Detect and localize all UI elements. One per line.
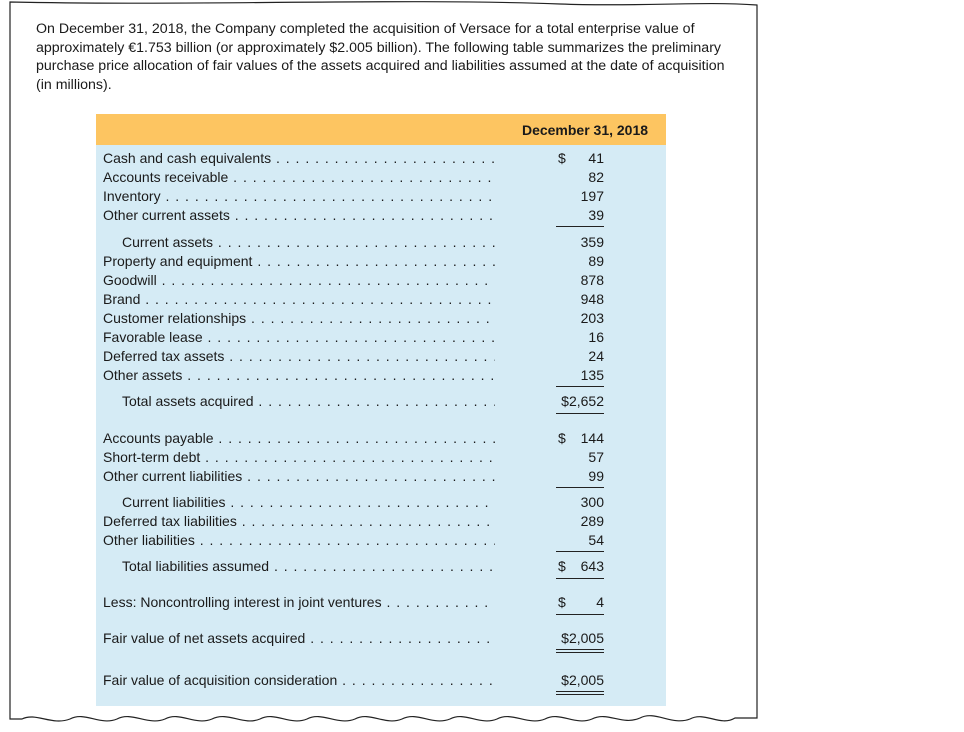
table-row: [96, 430, 666, 449]
subtotal-rule: [556, 487, 604, 488]
intro-paragraph: On December 31, 2018, the Company completed the acquisition of Versace for a total enterprise value of approximately €1.753 billion (or approximately $2.005 billion). The following table summarizes the preliminary purchase price allocation of fair values of the assets acquired and liabilities assumed at the date of acquisition (in millions).: [36, 21, 725, 93]
allocation-table: [96, 114, 666, 706]
subtotal-rule: [556, 226, 604, 227]
table-row: [96, 188, 666, 207]
row-value: 289: [580, 513, 604, 529]
row-label: Accounts receivable . . .: [103, 169, 495, 188]
row-value: 89: [588, 253, 604, 269]
table-row: [96, 272, 666, 291]
table-row: [96, 558, 666, 577]
table-row: [96, 253, 666, 272]
row-value: 878: [580, 272, 604, 288]
table-row: [96, 234, 666, 253]
row-label: Customer relationships . . .: [103, 310, 495, 329]
row-value: 57: [588, 449, 604, 465]
row-value: $2,005: [561, 630, 604, 646]
row-value: 39: [588, 207, 604, 223]
table-row: [96, 630, 666, 649]
table-row: [96, 169, 666, 188]
table-row: [96, 207, 666, 226]
table-row: [96, 468, 666, 487]
row-label: Other current liabilities . . .: [103, 468, 495, 487]
column-header: December 31, 2018: [521, 122, 649, 138]
row-label: Brand . . .: [103, 291, 495, 310]
row-value: 82: [588, 169, 604, 185]
table-row: [96, 513, 666, 532]
row-label: Deferred tax liabilities . . .: [103, 513, 495, 532]
row-value: $2,652: [561, 393, 604, 409]
row-value: 16: [588, 329, 604, 345]
table-row: [96, 367, 666, 386]
row-label: Fair value of net assets acquired . . .: [103, 630, 495, 649]
table-row: [96, 594, 666, 613]
row-value: 948: [580, 291, 604, 307]
row-label: Less: Noncontrolling interest in joint ventures . . .: [103, 594, 495, 613]
total-rule: [556, 413, 604, 414]
row-label: Deferred tax assets . . .: [103, 348, 495, 367]
table-row: [96, 393, 666, 412]
subtotal-rule: [556, 386, 604, 387]
table-row: [96, 532, 666, 551]
row-value: 197: [580, 188, 604, 204]
table-row: [96, 310, 666, 329]
table-row: [96, 449, 666, 468]
currency-sign: $: [558, 558, 566, 574]
row-label: Favorable lease . . .: [103, 329, 495, 348]
row-label: Current assets . . .: [122, 234, 495, 253]
subtotal-rule: [556, 614, 604, 615]
row-label: Other assets . . .: [103, 367, 495, 386]
subtotal-rule: [556, 551, 604, 552]
table-row: [96, 329, 666, 348]
row-label: Cash and cash equivalents . . .: [103, 150, 495, 169]
row-value: 203: [580, 310, 604, 326]
row-label: Current liabilities . . .: [122, 494, 495, 513]
table-row: [96, 348, 666, 367]
row-value: 24: [588, 348, 604, 364]
row-label: Inventory . . .: [103, 188, 495, 207]
row-value: 359: [580, 234, 604, 250]
currency-sign: $: [558, 150, 566, 166]
row-value: $2,005: [561, 672, 604, 688]
table-row: [96, 150, 666, 169]
row-value: 4: [596, 594, 604, 610]
table-row: [96, 672, 666, 691]
row-label: Fair value of acquisition consideration . . .: [103, 672, 495, 691]
table-row: [96, 291, 666, 310]
row-label: Property and equipment . . .: [103, 253, 495, 272]
row-label: Other liabilities . . .: [103, 532, 495, 551]
currency-sign: $: [558, 430, 566, 446]
row-value: 54: [588, 532, 604, 548]
row-value: 643: [580, 558, 604, 574]
row-value: 300: [580, 494, 604, 510]
row-label: Total liabilities assumed . . .: [122, 558, 495, 577]
currency-sign: $: [558, 594, 566, 610]
row-label: Accounts payable . . .: [103, 430, 495, 449]
total-rule: [556, 578, 604, 579]
row-label: Goodwill . . .: [103, 272, 495, 291]
row-value: 144: [580, 430, 604, 446]
row-value: 135: [580, 367, 604, 383]
double-total-rule: [556, 691, 604, 695]
double-total-rule: [556, 649, 604, 653]
table-row: [96, 494, 666, 513]
row-label: Total assets acquired . . .: [122, 393, 495, 412]
row-value: 41: [588, 150, 604, 166]
row-label: Other current assets . . .: [103, 207, 495, 226]
row-label: Short-term debt . . .: [103, 449, 495, 468]
row-value: 99: [588, 468, 604, 484]
table-header: [96, 114, 666, 145]
